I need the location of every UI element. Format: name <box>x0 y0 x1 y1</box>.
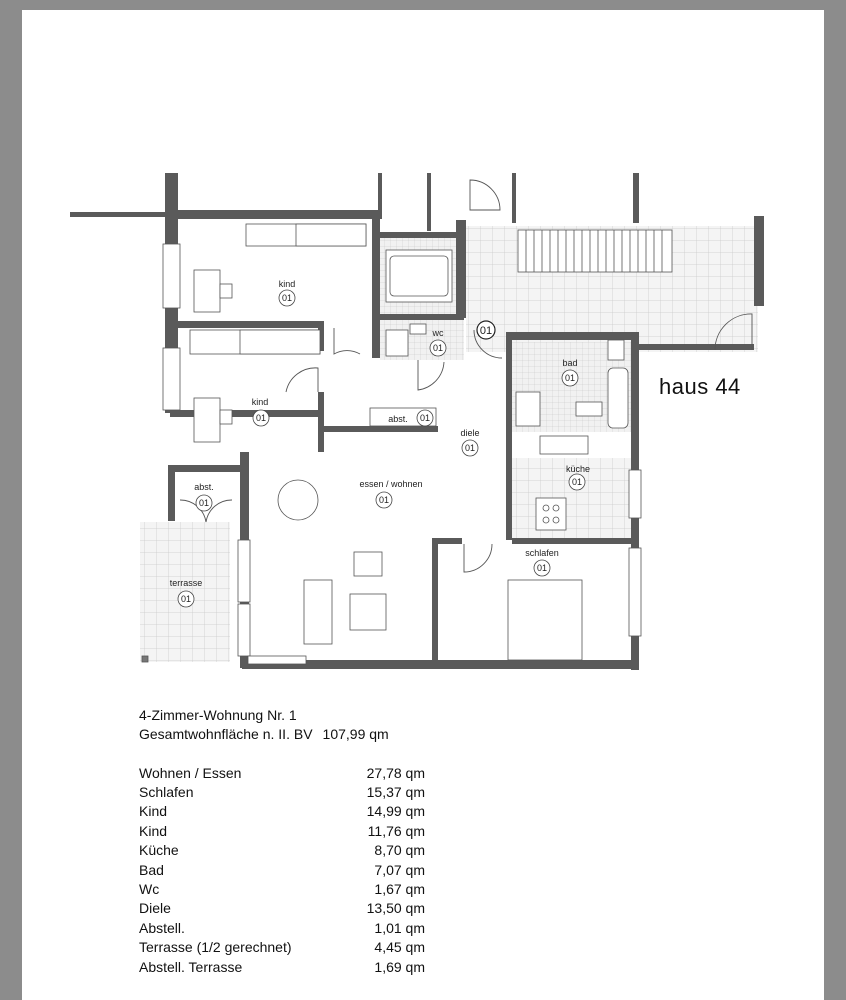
svg-text:kind: kind <box>251 397 269 407</box>
svg-text:terrasse: terrasse <box>169 578 203 588</box>
area-row <box>139 782 425 801</box>
svg-text:01: 01 <box>281 293 293 303</box>
area-value: 4,45 qm <box>374 939 425 956</box>
apartment-summary <box>139 706 389 744</box>
area-row <box>139 841 425 860</box>
area-name: Küche <box>139 842 179 859</box>
svg-text:diele: diele <box>460 428 480 438</box>
svg-text:schlafen: schlafen <box>525 548 559 558</box>
svg-text:01: 01 <box>198 498 210 508</box>
svg-text:essen / wohnen: essen / wohnen <box>359 479 423 489</box>
svg-text:abst.: abst. <box>194 482 214 492</box>
area-value: 14,99 qm <box>366 803 425 820</box>
room-bad <box>562 358 578 386</box>
area-value: 1,67 qm <box>374 881 425 898</box>
area-name: Abstell. <box>139 919 185 936</box>
room-entry <box>477 321 495 339</box>
area-value: 1,69 qm <box>374 958 425 975</box>
svg-text:01: 01 <box>571 477 583 487</box>
total-area-label: Gesamtwohnfläche n. II. BV <box>139 726 313 742</box>
area-name: Terrasse (1/2 gerechnet) <box>139 939 292 956</box>
area-value: 15,37 qm <box>366 784 425 801</box>
svg-text:kind: kind <box>278 279 296 289</box>
staircase <box>518 230 672 272</box>
room-essen-wohnen <box>359 479 422 508</box>
area-row <box>139 918 425 937</box>
area-row <box>139 957 425 976</box>
area-name: Diele <box>139 900 171 917</box>
area-name: Wohnen / Essen <box>139 764 242 781</box>
area-row <box>139 860 425 879</box>
total-area-value: 107,99 qm <box>322 726 389 742</box>
area-value: 1,01 qm <box>374 919 425 936</box>
area-name: Abstell. Terrasse <box>139 958 243 975</box>
apartment-title: 4-Zimmer-Wohnung Nr. 1 <box>139 707 297 723</box>
svg-text:bad: bad <box>562 358 578 368</box>
area-row <box>139 938 425 957</box>
area-row <box>139 802 425 821</box>
area-value: 13,50 qm <box>366 900 425 917</box>
svg-text:01: 01 <box>564 373 576 383</box>
area-value: 7,07 qm <box>374 861 425 878</box>
area-name: Kind <box>139 822 168 839</box>
area-value: 8,70 qm <box>374 842 425 859</box>
room-diele <box>460 428 479 456</box>
svg-text:01: 01 <box>378 495 390 505</box>
svg-text:wc: wc <box>432 328 444 338</box>
svg-text:01: 01 <box>419 413 431 423</box>
svg-text:01: 01 <box>464 443 476 453</box>
area-table <box>139 763 425 976</box>
room-schlafen <box>525 548 559 576</box>
area-name: Schlafen <box>139 784 194 801</box>
svg-text:01: 01 <box>255 413 267 423</box>
area-name: Kind <box>139 803 168 820</box>
svg-text:01: 01 <box>479 325 493 337</box>
building-label: haus 44 <box>659 374 741 399</box>
svg-text:abst.: abst. <box>388 414 408 424</box>
svg-text:01: 01 <box>432 343 444 353</box>
area-name: Wc <box>139 881 160 898</box>
area-value: 27,78 qm <box>366 764 425 781</box>
area-value: 11,76 qm <box>367 822 425 839</box>
area-name: Bad <box>139 861 164 878</box>
area-row <box>139 763 425 782</box>
area-row <box>139 899 425 918</box>
svg-text:01: 01 <box>180 594 192 604</box>
total-area-row <box>139 725 389 744</box>
room-abst-terrasse <box>194 482 214 511</box>
room-kind-1 <box>279 279 296 306</box>
svg-text:küche: küche <box>565 464 591 474</box>
area-row <box>139 821 425 840</box>
area-row <box>139 879 425 898</box>
svg-text:01: 01 <box>536 563 548 573</box>
